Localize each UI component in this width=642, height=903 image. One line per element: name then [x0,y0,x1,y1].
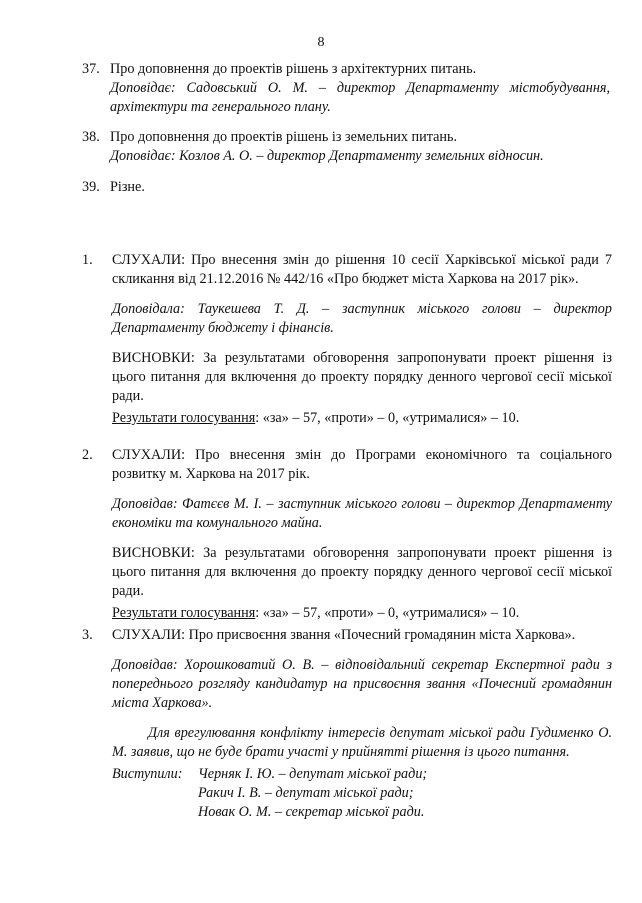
speaker-entry: Черняк І. Ю. – депутат міської ради; [198,766,428,782]
heard-text: Про присвоєння звання «Почесний громадянин міста Харкова». [188,627,576,643]
reporter-text: Хорошковатий О. В. – відповідальний секретар Експертної ради з попереднього розгляду кандидатур на присвоєння звання «Почесний громадянин міста Харкова». [112,657,613,711]
vote-label: Результати голосування [112,410,256,426]
speaker-row [112,765,612,784]
heard-paragraph [112,446,612,484]
item-number: 1. [82,252,93,268]
heard-label: СЛУХАЛИ: [112,627,186,643]
agenda-item-title: Різне. [110,179,145,195]
speaker-entry: Ракич І. В. – депутат міської ради; [198,785,414,801]
agenda-item-title: Про доповнення до проектів рішень з архітектурних питань. [110,61,477,77]
agenda-item-number: 38. [82,129,100,145]
reporter-label: Доповідав: [112,657,178,673]
conclusion-paragraph [112,349,612,406]
agenda-item-number: 39. [82,179,100,195]
reporter-text: Садовський О. М. – директор Департаменту містобудування, архітектури та генерального плану. [110,80,610,115]
heard-label: СЛУХАЛИ: [112,447,186,463]
reporter-text: Фатєєв М. І. – заступник міського голови – директор Департаменту економіки та комунального майна. [112,496,613,531]
heard-text: Про внесення змін до Програми економічного та соціального розвитку м. Харкова на 2017 рік. [112,447,613,482]
reporter-paragraph [112,656,612,713]
agenda-item-number: 37. [82,61,100,77]
vote-label: Результати голосування [112,605,256,621]
heard-label: СЛУХАЛИ: [112,252,186,268]
conclusion-paragraph [112,544,612,601]
reporter-paragraph [112,495,612,533]
conclusion-label: ВИСНОВКИ: [112,545,195,561]
agenda-item-37 [82,60,612,117]
conclusion-text: За результатами обговорення запропонувати проект рішення із цього питання для включення до проекту порядку денного чергової сесії міської ради. [112,545,612,599]
reporter-text: Козлов А. О. – директор Департаменту земельних відносин. [179,148,544,164]
reporter-label: Доповідала: [112,301,185,317]
agenda-item-38 [82,128,612,166]
minutes-item-2 [82,446,612,623]
heard-text: Про внесення змін до рішення 10 сесії Харківської міської ради 7 скликання від 21.12.2016 № 442/16 «Про бюджет міста Харкова на 2017 рік». [112,252,612,287]
conclusion-label: ВИСНОВКИ: [112,350,195,366]
vote-paragraph [112,409,612,428]
item-number: 2. [82,447,93,463]
heard-paragraph [112,626,612,645]
speakers-block [112,765,612,822]
item-number: 3. [82,627,93,643]
vote-results: : «за» – 57, «проти» – 0, «утрималися» – 10. [255,410,520,426]
reporter-text: Таукешева Т. Д. – заступник міського голови – директор Департаменту бюджету і фінансів. [112,301,612,336]
minutes-item-1 [82,251,612,428]
vote-paragraph [112,604,612,623]
conflict-note: Для врегулювання конфлікту інтересів депутат міської ради Гудименко О. М. заявив, що не буде брати участі у прийнятті рішення із цього питання. [112,725,612,760]
speakers-label: Виступили: [112,766,183,782]
agenda-item-reporter [110,79,610,117]
page-number: 8 [317,35,325,50]
vote-results: : «за» – 57, «проти» – 0, «утрималися» – 10. [255,605,520,621]
reporter-label: Доповідає: [110,80,176,96]
agenda-item-reporter [110,147,612,166]
heard-paragraph [112,251,612,289]
minutes-item-3 [82,626,612,822]
agenda-item-39 [82,178,612,197]
speaker-entry: Новак О. М. – секретар міської ради. [198,804,425,820]
agenda-item-title: Про доповнення до проектів рішень із земельних питань. [110,129,458,145]
reporter-paragraph [112,300,612,338]
conclusion-text: За результатами обговорення запропонувати проект рішення із цього питання для включення до проекту порядку денного чергової сесії міської ради. [112,350,612,404]
reporter-label: Доповідає: [110,148,176,164]
reporter-label: Доповідав: [112,496,178,512]
